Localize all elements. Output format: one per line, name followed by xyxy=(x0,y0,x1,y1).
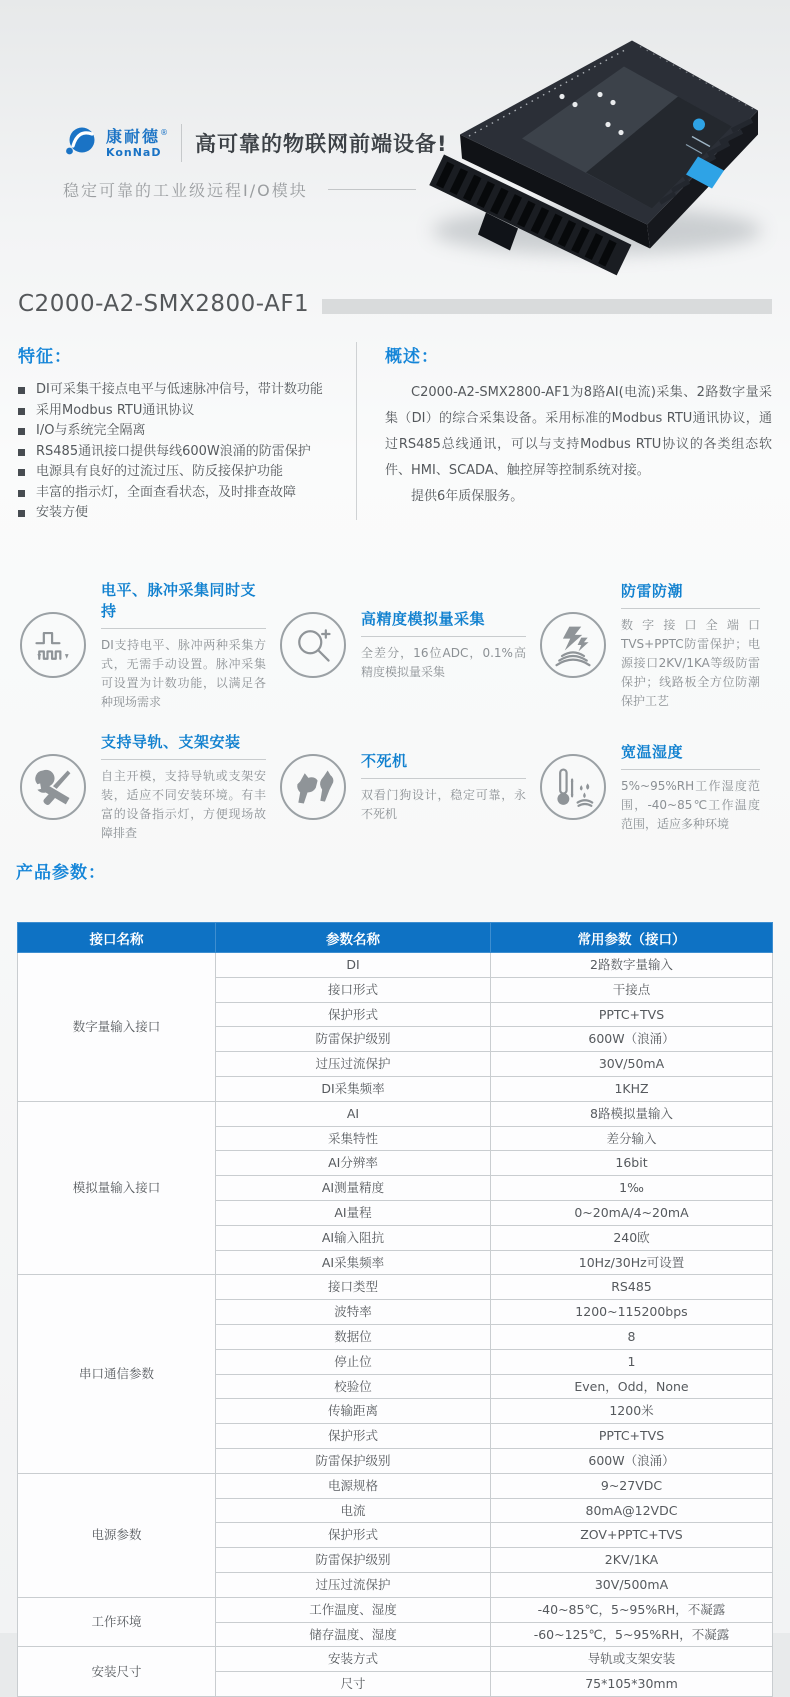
feature-item-text: I/O与系统完全隔离 xyxy=(36,423,146,438)
card-desc: 5%~95%RH工作湿度范围，-40~85℃工作温度范围，适应多种环境 xyxy=(621,778,760,831)
param-value-cell: 10Hz/30Hz可设置 xyxy=(491,1250,773,1275)
param-value-cell: 16bit xyxy=(491,1151,773,1176)
param-value-cell: -40~85℃，5~95%RH，不凝露 xyxy=(491,1597,773,1622)
param-name-cell: DI xyxy=(216,953,491,978)
param-value-cell: 1 xyxy=(491,1349,773,1374)
param-value-cell: 80mA@12VDC xyxy=(491,1498,773,1523)
highlight-card-lightning xyxy=(540,578,774,712)
param-value-cell: 600W（浪涌） xyxy=(491,1448,773,1473)
col-header-value: 常用参数（接口） xyxy=(491,923,773,953)
features-section xyxy=(18,342,356,520)
interface-group-cell: 工作环境 xyxy=(18,1597,216,1647)
interface-group-cell: 电源参数 xyxy=(18,1473,216,1597)
param-name-cell: 保护形式 xyxy=(216,1002,491,1027)
bullet-square-icon xyxy=(18,449,25,456)
highlight-card-precision xyxy=(280,578,540,712)
feature-list xyxy=(18,380,356,524)
header-subtitle: 稳定可靠的工业级远程I/O模块 xyxy=(63,181,308,200)
param-name-cell: 尺寸 xyxy=(216,1672,491,1697)
param-name-cell: AI量程 xyxy=(216,1200,491,1225)
param-name-cell: 保护形式 xyxy=(216,1523,491,1548)
card-rule xyxy=(621,769,760,770)
feature-item xyxy=(18,462,356,483)
param-value-cell: 干接点 xyxy=(491,977,773,1002)
param-value-cell: 600W（浪涌） xyxy=(491,1027,773,1052)
param-name-cell: 防雷保护级别 xyxy=(216,1548,491,1573)
interface-group-cell: 数字量输入接口 xyxy=(18,953,216,1102)
param-value-cell: 1200米 xyxy=(491,1399,773,1424)
highlight-card-watchdog xyxy=(280,720,540,854)
param-name-cell: 停止位 xyxy=(216,1349,491,1374)
card-desc: DI支持电平、脉冲两种采集方式，无需手动设置。脉冲采集可设置为计数功能，以满足各种现场需求 xyxy=(101,637,266,709)
brand-name-cn: 康耐德 xyxy=(106,126,161,146)
param-name-cell: 接口形式 xyxy=(216,977,491,1002)
card-title: 电平、脉冲采集同时支持 xyxy=(101,580,257,620)
feature-item-text: 电源具有良好的过流过压、防反接保护功能 xyxy=(36,464,284,479)
overview-section xyxy=(357,342,772,520)
param-name-cell: 防雷保护级别 xyxy=(216,1027,491,1052)
param-name-cell: 保护形式 xyxy=(216,1424,491,1449)
param-name-cell: 防雷保护级别 xyxy=(216,1448,491,1473)
param-name-cell: 过压过流保护 xyxy=(216,1052,491,1077)
brand-name-en: KonNaD xyxy=(106,145,162,159)
param-name-cell: 采集特性 xyxy=(216,1126,491,1151)
pulse-wave-icon xyxy=(20,612,86,678)
card-rule xyxy=(361,636,526,637)
card-rule xyxy=(621,608,760,609)
highlight-card-mounting xyxy=(20,720,280,854)
feature-item xyxy=(18,380,356,401)
col-header-interface: 接口名称 xyxy=(18,923,216,953)
interface-group-cell: 模拟量输入接口 xyxy=(18,1101,216,1275)
params-table-body xyxy=(18,953,773,1697)
param-value-cell: 9~27VDC xyxy=(491,1473,773,1498)
card-title: 不死机 xyxy=(361,752,408,770)
param-value-cell: 75*105*30mm xyxy=(491,1672,773,1697)
param-value-cell: 8路模拟量输入 xyxy=(491,1101,773,1126)
watchdog-icon xyxy=(280,754,346,820)
feature-item-text: DI可采集干接点电平与低速脉冲信号，带计数功能 xyxy=(36,382,323,397)
param-value-cell: 2路数字量输入 xyxy=(491,953,773,978)
konnad-logo-icon xyxy=(62,125,100,161)
param-name-cell: AI分辨率 xyxy=(216,1151,491,1176)
param-value-cell: 8 xyxy=(491,1324,773,1349)
feature-item xyxy=(18,421,356,442)
param-name-cell: AI xyxy=(216,1101,491,1126)
param-value-cell: 30V/500mA xyxy=(491,1572,773,1597)
overview-warranty: 提供6年质保服务。 xyxy=(411,489,524,504)
param-name-cell: 工作温度、湿度 xyxy=(216,1597,491,1622)
param-row xyxy=(18,1101,773,1126)
param-value-cell: 导轨或支架安装 xyxy=(491,1647,773,1672)
overview-title: 概述： xyxy=(385,347,439,367)
feature-item-text: 安装方便 xyxy=(36,505,89,520)
bullet-square-icon xyxy=(18,490,25,497)
card-rule xyxy=(361,778,526,779)
col-header-param: 参数名称 xyxy=(216,923,491,953)
param-name-cell: AI测量精度 xyxy=(216,1176,491,1201)
card-rule xyxy=(101,759,266,760)
overview-paragraph: C2000-A2-SMX2800-AF1为8路AI(电流)采集、2路数字量采集（DI）的综合采集设备。采用标准的Modbus RTU通讯协议，通过RS485总线通讯，可以与支持Modbus RTU协议的各类组态软件、HMI、SCADA、触控屏等控制系统对接。 xyxy=(385,385,772,478)
param-value-cell: ZOV+PPTC+TVS xyxy=(491,1523,773,1548)
product-image xyxy=(402,10,782,265)
param-value-cell: 2KV/1KA xyxy=(491,1548,773,1573)
param-name-cell: 数据位 xyxy=(216,1324,491,1349)
param-name-cell: 传输距离 xyxy=(216,1399,491,1424)
feature-item-text: 丰富的指示灯，全面查看状态，及时排查故障 xyxy=(36,484,297,500)
highlight-card-pulse xyxy=(20,578,280,712)
params-header-row xyxy=(18,923,773,953)
card-title: 高精度模拟量采集 xyxy=(361,610,486,628)
params-table xyxy=(17,922,773,1697)
param-value-cell: PPTC+TVS xyxy=(491,1424,773,1449)
bullet-square-icon xyxy=(18,387,25,394)
param-value-cell: 差分输入 xyxy=(491,1126,773,1151)
header-subtitle-row xyxy=(63,178,416,201)
param-name-cell: 接口类型 xyxy=(216,1275,491,1300)
feature-item-text: 采用Modbus RTU通讯协议 xyxy=(36,402,195,418)
param-name-cell: 校验位 xyxy=(216,1374,491,1399)
param-value-cell: 1200~115200bps xyxy=(491,1300,773,1325)
header xyxy=(62,124,448,162)
logo-divider xyxy=(181,124,182,162)
logo-text xyxy=(106,126,169,159)
param-name-cell: 电源规格 xyxy=(216,1473,491,1498)
card-title: 宽温湿度 xyxy=(621,742,684,761)
tools-icon xyxy=(20,754,86,820)
interface-group-cell: 安装尺寸 xyxy=(18,1647,216,1697)
param-row xyxy=(18,1275,773,1300)
header-tagline: 高可靠的物联网前端设备! xyxy=(195,132,448,156)
features-title: 特征： xyxy=(18,347,72,367)
interface-group-cell: 串口通信参数 xyxy=(18,1275,216,1473)
thermometer-icon xyxy=(540,754,606,820)
model-title-bar xyxy=(322,299,772,314)
param-name-cell: 安装方式 xyxy=(216,1647,491,1672)
param-name-cell: AI输入阻抗 xyxy=(216,1225,491,1250)
lightning-icon xyxy=(540,612,606,678)
param-value-cell: 0~20mA/4~20mA xyxy=(491,1200,773,1225)
param-row xyxy=(18,1473,773,1498)
card-title: 支持导轨、支架安装 xyxy=(101,733,241,751)
param-value-cell: Even，Odd，None xyxy=(491,1374,773,1399)
param-value-cell: 1‰ xyxy=(491,1176,773,1201)
highlight-card-temperature xyxy=(540,720,774,854)
parameters-title: 产品参数： xyxy=(16,863,106,883)
bullet-square-icon xyxy=(18,510,25,517)
card-desc: 自主开模，支持导轨或支架安装，适应不同安装环境。有丰富的设备指示灯，方便现场故障排查 xyxy=(101,769,266,840)
intro-section xyxy=(18,342,772,520)
feature-item xyxy=(18,401,356,422)
param-name-cell: AI采集频率 xyxy=(216,1250,491,1275)
param-name-cell: 储存温度、湿度 xyxy=(216,1622,491,1647)
param-row xyxy=(18,1647,773,1672)
param-name-cell: 过压过流保护 xyxy=(216,1572,491,1597)
param-row xyxy=(18,953,773,978)
bullet-square-icon xyxy=(18,408,25,415)
param-value-cell: 240欧 xyxy=(491,1225,773,1250)
card-desc: 数字接口全端口TVS+PPTC防雷保护；电源接口2KV/1KA等级防雷保护；线路板全方位防潮保护工艺 xyxy=(621,617,760,708)
registered-mark: ® xyxy=(160,127,169,137)
param-value-cell: PPTC+TVS xyxy=(491,1002,773,1027)
param-name-cell: 波特率 xyxy=(216,1300,491,1325)
card-desc: 双看门狗设计，稳定可靠，永不死机 xyxy=(361,788,526,821)
highlight-cards xyxy=(20,578,774,854)
magnifier-icon xyxy=(280,612,346,678)
bullet-square-icon xyxy=(18,428,25,435)
feature-item xyxy=(18,483,356,504)
param-value-cell: RS485 xyxy=(491,1275,773,1300)
card-desc: 全差分，16位ADC，0.1%高精度模拟量采集 xyxy=(361,646,526,679)
param-value-cell: 1KHZ xyxy=(491,1076,773,1101)
param-name-cell: DI采集频率 xyxy=(216,1076,491,1101)
param-value-cell: -60~125℃，5~95%RH，不凝露 xyxy=(491,1622,773,1647)
bullet-square-icon xyxy=(18,469,25,476)
param-value-cell: 30V/50mA xyxy=(491,1052,773,1077)
card-rule xyxy=(101,628,266,629)
feature-item-text: RS485通讯接口提供每线600W浪涌的防雷保护 xyxy=(36,443,311,459)
param-row xyxy=(18,1597,773,1622)
feature-item xyxy=(18,442,356,463)
param-name-cell: 电流 xyxy=(216,1498,491,1523)
feature-item xyxy=(18,503,356,524)
card-title: 防雷防潮 xyxy=(621,581,684,600)
product-model-title: C2000-A2-SMX2800-AF1 xyxy=(18,291,310,317)
model-row xyxy=(18,291,772,317)
